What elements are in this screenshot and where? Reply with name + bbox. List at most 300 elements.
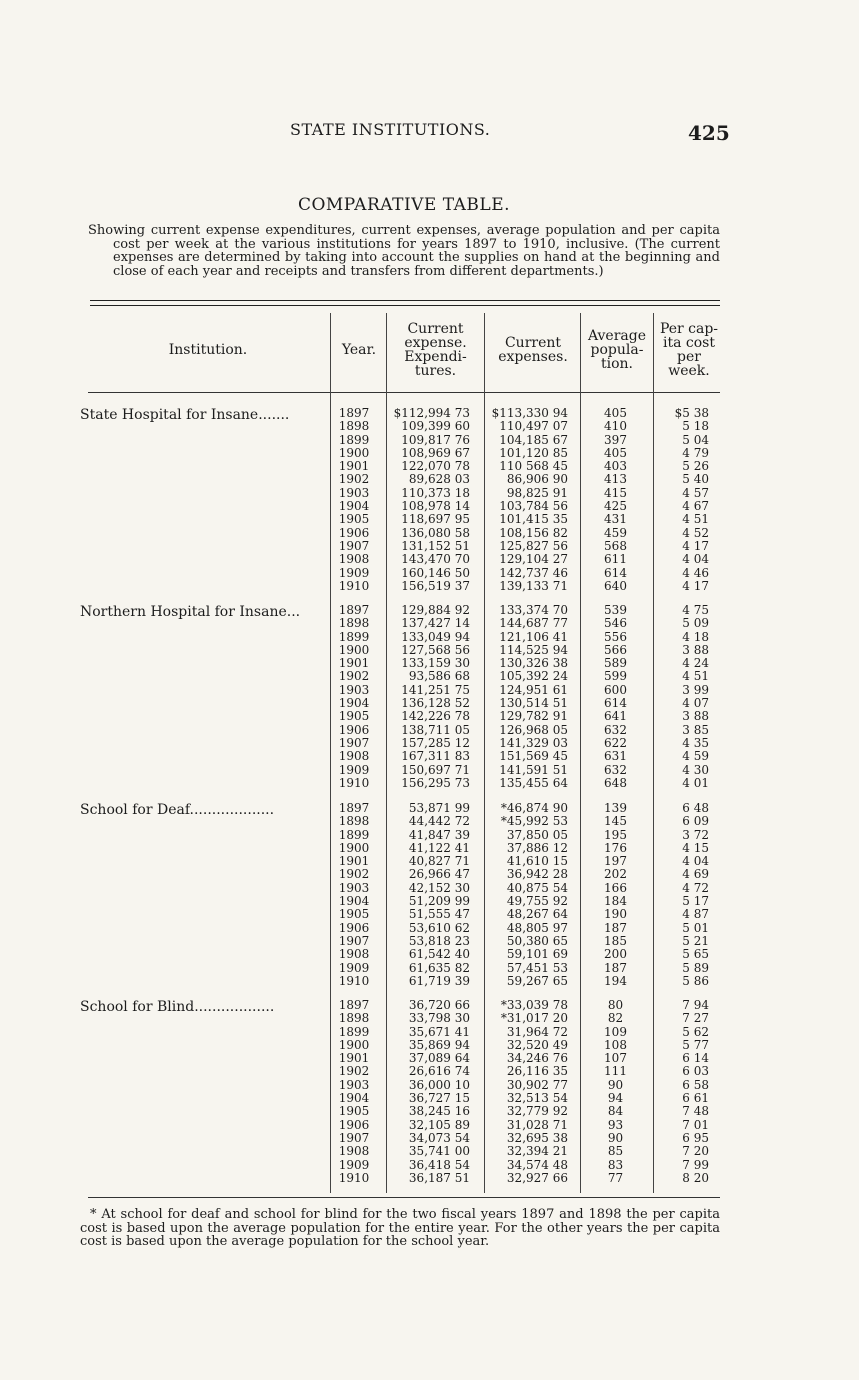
population-cell: 459 [604,525,627,540]
per-capita-cell: 8 20 [682,1170,709,1185]
table-row [80,684,730,697]
header-population-line: popula- [590,342,644,358]
table-row [80,1105,730,1118]
per-capita-cell: 5 09 [682,616,709,631]
current-expenses-cell: 40,875 54 [506,880,568,895]
year-cell: 1902 [338,1064,370,1079]
year-cell: 1903 [338,880,370,895]
current-expenses-cell: 31,964 72 [506,1024,568,1039]
current-expenses-cell: 141,329 03 [499,735,568,750]
header-bottom-rule [88,392,720,393]
current-expenses-cell: 32,779 92 [506,1104,568,1119]
per-capita-cell: 3 72 [682,827,709,842]
current-expenses-cell: $113,330 94 [491,406,568,420]
population-cell: 397 [604,432,627,447]
population-cell: 641 [604,709,627,724]
table-row [80,999,730,1012]
table-row [80,962,730,975]
population-cell: 405 [604,445,627,460]
year-cell: 1905 [338,907,370,922]
year-cell: 1901 [338,1051,370,1066]
per-capita-cell: 4 67 [682,499,709,514]
per-capita-cell: 4 04 [682,552,709,567]
table-row [80,855,730,868]
header-institution-text: Institution. [168,342,248,358]
year-cell: 1909 [338,762,370,777]
expenditures-cell: 41,847 39 [408,827,470,842]
current-expenses-cell: 34,246 76 [506,1051,568,1066]
year-cell: 1909 [338,960,370,975]
current-expenses-cell: 50,380 65 [506,933,568,948]
population-cell: 187 [604,920,627,935]
expenditures-cell: 40,827 71 [408,854,470,869]
current-expenses-cell: 110,497 07 [499,419,568,434]
per-capita-cell: 6 61 [682,1091,709,1106]
population-cell: 589 [604,656,627,671]
page-number: 425 [688,121,730,145]
population-cell: 600 [604,682,627,697]
table-row [80,882,730,895]
expenditures-cell: 35,741 00 [408,1144,470,1159]
year-cell: 1904 [338,499,370,514]
table-row [80,540,730,553]
per-capita-cell: 5 86 [682,973,709,988]
current-expenses-cell: 135,455 64 [499,775,568,790]
expenditures-cell: 42,152 30 [408,880,470,895]
current-expenses-cell: 36,942 28 [506,867,568,882]
per-capita-cell: 4 59 [682,749,709,764]
expenditures-cell: 61,719 39 [408,973,470,988]
per-capita-cell: 5 89 [682,960,709,975]
expenditures-cell: 61,635 82 [408,960,470,975]
population-cell: 194 [604,973,627,988]
header-current-line: expenses. [498,349,568,365]
header-current-expenses [487,336,579,364]
expenditures-cell: 53,818 23 [408,933,470,948]
table-row [80,644,730,657]
expenditures-cell: 133,049 94 [401,629,470,644]
current-expenses-cell: 108,156 82 [499,525,568,540]
year-cell: 1905 [338,512,370,527]
per-capita-cell: 7 48 [682,1104,709,1119]
year-cell: 1905 [338,1104,370,1119]
expenditures-cell: 137,427 14 [401,616,470,631]
current-expenses-cell: 32,520 49 [506,1037,568,1052]
population-cell: 85 [607,1144,624,1159]
year-cell: 1904 [338,1091,370,1106]
expenditures-cell: 51,555 47 [408,907,470,922]
current-expenses-cell: 37,886 12 [506,840,568,855]
table-row [80,567,730,580]
header-population-line: Average [587,328,647,344]
expenditures-cell: 157,285 12 [401,735,470,750]
year-cell: 1904 [338,894,370,909]
expenditures-cell: 36,187 51 [408,1170,470,1185]
per-capita-cell: 4 30 [682,762,709,777]
year-cell: 1906 [338,1117,370,1132]
year-cell: 1903 [338,1077,370,1092]
table-row [80,500,730,513]
header-expenditures [388,322,483,378]
header-per-capita-line: per [677,349,701,365]
year-cell: 1910 [338,1170,370,1185]
expenditures-cell: 129,884 92 [401,603,470,617]
institution-name: State Hospital for Insane....... [80,407,290,423]
current-expenses-cell: 103,784 56 [499,499,568,514]
expenditures-cell: 37,089 64 [408,1051,470,1066]
expenditures-cell: 36,720 66 [408,998,470,1012]
per-capita-cell: $5 38 [674,406,709,420]
table-row [80,487,730,500]
header-expenditures-line: Current [407,321,464,337]
table-row [80,460,730,473]
current-expenses-cell: *45,992 53 [500,814,568,829]
current-expenses-cell: 32,513 54 [506,1091,568,1106]
expenditures-cell: $112,994 73 [393,406,470,420]
year-cell: 1908 [338,749,370,764]
population-cell: 539 [604,603,627,617]
table-row [80,513,730,526]
current-expenses-cell: 141,591 51 [499,762,568,777]
per-capita-cell: 4 57 [682,485,709,500]
year-cell: 1899 [338,1024,370,1039]
table-row [80,420,730,433]
per-capita-cell: 6 14 [682,1051,709,1066]
current-expenses-cell: 101,120 85 [499,445,568,460]
table-row [80,580,730,593]
group-rows [80,999,730,1185]
per-capita-cell: 4 17 [682,578,709,593]
population-cell: 107 [604,1051,627,1066]
table-row [80,1026,730,1039]
per-capita-cell: 4 17 [682,538,709,553]
population-cell: 145 [604,814,627,829]
table-row [80,670,730,683]
table-row [80,802,730,815]
year-cell: 1906 [338,525,370,540]
year-cell: 1905 [338,709,370,724]
population-cell: 556 [604,629,627,644]
running-head: STATE INSTITUTIONS. [290,120,491,139]
current-expenses-cell: 151,569 45 [499,749,568,764]
header-population-line: tion. [601,356,633,372]
population-cell: 614 [604,696,627,711]
year-cell: 1900 [338,1037,370,1052]
current-expenses-cell: 37,850 05 [506,827,568,842]
year-cell: 1910 [338,578,370,593]
expenditures-cell: 109,817 76 [401,432,470,447]
table-row [80,868,730,881]
current-expenses-cell: 105,392 24 [499,669,568,684]
current-expenses-cell: 59,267 65 [506,973,568,988]
current-expenses-cell: 129,782 91 [499,709,568,724]
table-row [80,1159,730,1172]
current-expenses-cell: 121,106 41 [499,629,568,644]
expenditures-cell: 35,671 41 [408,1024,470,1039]
institution-name: School for Deaf................... [80,802,275,818]
population-cell: 425 [604,499,627,514]
per-capita-cell: 4 24 [682,656,709,671]
table-row [80,764,730,777]
year-cell: 1898 [338,1011,370,1026]
expenditures-cell: 141,251 75 [401,682,470,697]
per-capita-cell: 4 52 [682,525,709,540]
year-cell: 1898 [338,616,370,631]
current-expenses-cell: 41,610 15 [506,854,568,869]
current-expenses-cell: 129,104 27 [499,552,568,567]
current-expenses-cell: 59,101 69 [506,947,568,962]
current-expenses-cell: 30,902 77 [506,1077,568,1092]
year-cell: 1909 [338,565,370,580]
table-row [80,1052,730,1065]
population-cell: 403 [604,459,627,474]
expenditures-cell: 142,226 78 [401,709,470,724]
intro-paragraph [88,224,720,278]
header-year-text: Year. [341,342,377,358]
per-capita-cell: 4 04 [682,854,709,869]
year-cell: 1897 [338,801,370,815]
expenditures-cell: 156,295 73 [401,775,470,790]
expenditures-cell: 138,711 05 [401,722,470,737]
per-capita-cell: 6 09 [682,814,709,829]
population-cell: 648 [604,775,627,790]
year-cell: 1898 [338,419,370,434]
population-cell: 431 [604,512,627,527]
population-cell: 631 [604,749,627,764]
expenditures-cell: 167,311 83 [401,749,470,764]
table-row [80,407,730,420]
year-cell: 1902 [338,867,370,882]
population-cell: 632 [604,722,627,737]
expenditures-cell: 93,586 68 [408,669,470,684]
population-cell: 197 [604,854,627,869]
year-cell: 1897 [338,603,370,617]
table-row [80,617,730,630]
current-expenses-cell: 126,968 05 [499,722,568,737]
per-capita-cell: 4 51 [682,512,709,527]
table-row [80,895,730,908]
population-cell: 599 [604,669,627,684]
intro-text: Showing current expense expenditures, current expenses, average population and per capita cost per week at the various institutions for years 1897 to 1910, inclusive. (The current expenses are determined by taking into account the supplies on hand at the beginning and close of each year and receipts and transfers from different departments.) [88,223,720,279]
population-cell: 77 [607,1170,624,1185]
table-row [80,1145,730,1158]
expenditures-cell: 36,418 54 [408,1157,470,1172]
table-row [80,750,730,763]
population-cell: 80 [607,998,624,1012]
table-row [80,815,730,828]
table-row [80,1079,730,1092]
population-cell: 109 [604,1024,627,1039]
table-row [80,447,730,460]
table-row [80,737,730,750]
per-capita-cell: 4 01 [682,775,709,790]
year-cell: 1898 [338,814,370,829]
expenditures-cell: 118,697 95 [401,512,470,527]
table-row [80,434,730,447]
year-cell: 1910 [338,973,370,988]
table-row [80,657,730,670]
per-capita-cell: 7 27 [682,1011,709,1026]
expenditures-cell: 136,128 52 [401,696,470,711]
per-capita-cell: 5 62 [682,1024,709,1039]
per-capita-cell: 4 46 [682,565,709,580]
header-per-capita-line: Per cap- [659,321,719,337]
current-expenses-cell: 34,574 48 [506,1157,568,1172]
year-cell: 1904 [338,696,370,711]
population-cell: 111 [604,1064,627,1079]
current-expenses-cell: 31,028 71 [506,1117,568,1132]
current-expenses-cell: *31,017 20 [500,1011,568,1026]
expenditures-cell: 35,869 94 [408,1037,470,1052]
table-row [80,1012,730,1025]
year-cell: 1908 [338,1144,370,1159]
expenditures-cell: 109,399 60 [401,419,470,434]
population-cell: 405 [604,406,627,420]
current-expenses-cell: 32,394 21 [506,1144,568,1159]
header-expenditures-line: tures. [414,363,457,379]
current-expenses-cell: *46,874 90 [500,801,568,815]
header-per-capita-line: ita cost [663,335,715,351]
institution-name: Northern Hospital for Insane... [80,604,301,620]
population-cell: 568 [604,538,627,553]
per-capita-cell: 7 01 [682,1117,709,1132]
table-row [80,1172,730,1185]
year-cell: 1902 [338,669,370,684]
institution-name: School for Blind.................. [80,999,275,1015]
per-capita-cell: 5 26 [682,459,709,474]
population-cell: 413 [604,472,627,487]
expenditures-cell: 41,122 41 [408,840,470,855]
population-cell: 108 [604,1037,627,1052]
population-cell: 566 [604,642,627,657]
table-row [80,710,730,723]
year-cell: 1910 [338,775,370,790]
expenditures-cell: 156,519 37 [401,578,470,593]
population-cell: 166 [604,880,627,895]
expenditures-cell: 26,616 74 [408,1064,470,1079]
population-cell: 93 [607,1117,624,1132]
expenditures-cell: 44,442 72 [408,814,470,829]
table-row [80,697,730,710]
expenditures-cell: 143,470 70 [401,552,470,567]
per-capita-cell: 3 88 [682,709,709,724]
per-capita-cell: 6 48 [682,801,709,815]
population-cell: 190 [604,907,627,922]
population-cell: 622 [604,735,627,750]
year-cell: 1901 [338,854,370,869]
population-cell: 195 [604,827,627,842]
current-expenses-cell: 48,267 64 [506,907,568,922]
expenditures-cell: 110,373 18 [401,485,470,500]
per-capita-cell: 5 04 [682,432,709,447]
population-cell: 187 [604,960,627,975]
table-title: COMPARATIVE TABLE. [297,195,511,215]
expenditures-cell: 33,798 30 [408,1011,470,1026]
per-capita-cell: 4 18 [682,629,709,644]
current-expenses-cell: *33,039 78 [500,998,568,1012]
expenditures-cell: 34,073 54 [408,1130,470,1145]
year-cell: 1906 [338,722,370,737]
per-capita-cell: 3 85 [682,722,709,737]
population-cell: 415 [604,485,627,500]
year-cell: 1900 [338,445,370,460]
current-expenses-cell: 101,415 35 [499,512,568,527]
header-per-capita-line: week. [668,363,710,379]
per-capita-cell: 7 20 [682,1144,709,1159]
table-row [80,1065,730,1078]
expenditures-cell: 38,245 16 [408,1104,470,1119]
current-expenses-cell: 133,374 70 [499,603,568,617]
population-cell: 84 [607,1104,624,1119]
footnote [80,1208,720,1249]
population-cell: 185 [604,933,627,948]
population-cell: 202 [604,867,627,882]
year-cell: 1899 [338,827,370,842]
per-capita-cell: 5 18 [682,419,709,434]
table-row [80,631,730,644]
group-rows [80,604,730,790]
population-cell: 82 [607,1011,624,1026]
group-rows [80,802,730,988]
current-expenses-cell: 32,927 66 [506,1170,568,1185]
year-cell: 1900 [338,840,370,855]
year-cell: 1907 [338,538,370,553]
year-cell: 1908 [338,552,370,567]
current-expenses-cell: 86,906 90 [506,472,568,487]
per-capita-cell: 3 99 [682,682,709,697]
table-row [80,553,730,566]
table-row [80,1119,730,1132]
table-row [80,527,730,540]
current-expenses-cell: 114,525 94 [499,642,568,657]
population-cell: 546 [604,616,627,631]
header-expenditures-line: Expendi- [404,349,467,365]
expenditures-cell: 61,542 40 [408,947,470,962]
current-expenses-cell: 26,116 35 [506,1064,568,1079]
table-row [80,908,730,921]
header-per-capita [655,322,723,378]
per-capita-cell: 7 99 [682,1157,709,1172]
year-cell: 1897 [338,998,370,1012]
year-cell: 1903 [338,485,370,500]
table-row [80,922,730,935]
year-cell: 1907 [338,735,370,750]
year-cell: 1906 [338,920,370,935]
table-row [80,935,730,948]
expenditures-cell: 131,152 51 [401,538,470,553]
expenditures-cell: 26,966 47 [408,867,470,882]
table-row [80,724,730,737]
per-capita-cell: 4 35 [682,735,709,750]
per-capita-cell: 5 77 [682,1037,709,1052]
year-cell: 1902 [338,472,370,487]
current-expenses-cell: 32,695 38 [506,1130,568,1145]
per-capita-cell: 4 79 [682,445,709,460]
year-cell: 1903 [338,682,370,697]
expenditures-cell: 160,146 50 [401,565,470,580]
per-capita-cell: 5 65 [682,947,709,962]
header-population [582,329,652,371]
table-row [80,777,730,790]
per-capita-cell: 7 94 [682,998,709,1012]
year-cell: 1899 [338,432,370,447]
population-cell: 640 [604,578,627,593]
current-expenses-cell: 144,687 77 [499,616,568,631]
year-cell: 1909 [338,1157,370,1172]
expenditures-cell: 53,871 99 [408,801,470,815]
current-expenses-cell: 110 568 45 [499,459,568,474]
per-capita-cell: 5 01 [682,920,709,935]
